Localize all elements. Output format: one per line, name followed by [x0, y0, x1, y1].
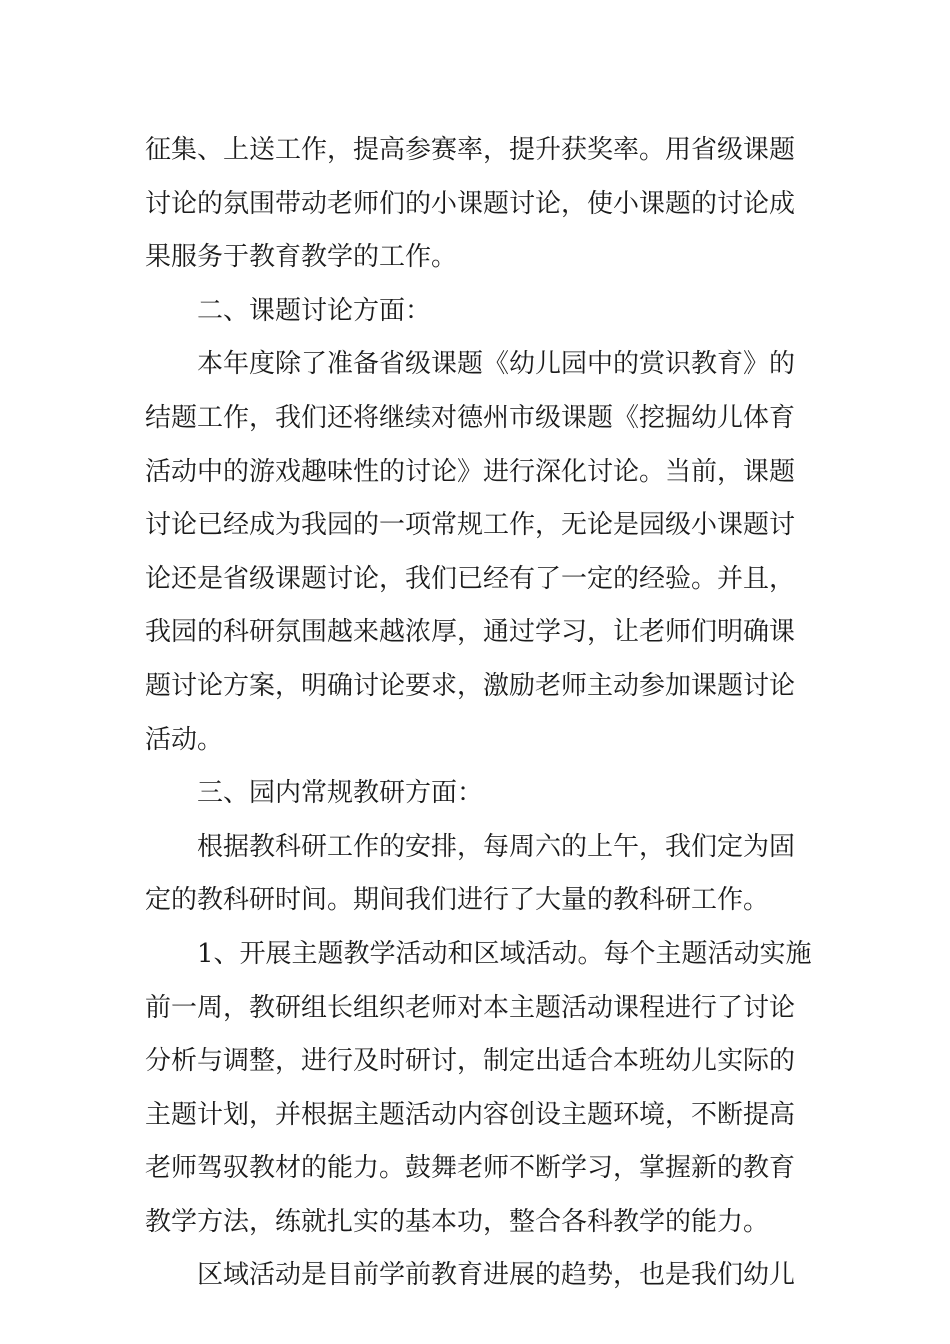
text-line: 1、开展主题教学活动和区域活动。每个主题活动实施	[197, 938, 812, 969]
text-line: 讨论的氛围带动老师们的小课题讨论，使小课题的讨论成	[145, 188, 796, 219]
text-line: 活动中的游戏趣味性的讨论》进行深化讨论。当前，课题	[145, 456, 796, 487]
text-line: 果服务于教育教学的工作。	[145, 242, 458, 273]
section-heading: 三、园内常规教研方面：	[197, 778, 484, 809]
text-line: 根据教科研工作的安排，每周六的上午，我们定为固	[197, 831, 796, 862]
text-line: 前一周，教研组长组织老师对本主题活动课程进行了讨论	[145, 992, 796, 1023]
text-line: 区域活动是目前学前教育进展的趋势，也是我们幼儿	[197, 1260, 796, 1291]
text-line: 讨论已经成为我园的一项常规工作，无论是园级小课题讨	[145, 510, 796, 541]
text-line: 教学方法，练就扎实的基本功，整合各科教学的能力。	[145, 1206, 770, 1237]
text-line: 分析与调整，进行及时研讨，制定出适合本班幼儿实际的	[145, 1046, 796, 1077]
text-line: 活动。	[145, 724, 224, 755]
text-line: 征集、上送工作，提高参赛率，提升获奖率。用省级课题	[145, 135, 796, 165]
text-line: 论还是省级课题讨论，我们已经有了一定的经验。并且，	[145, 563, 796, 594]
document-body	[145, 124, 815, 1303]
text-line: 本年度除了准备省级课题《幼儿园中的赏识教育》的	[197, 349, 796, 380]
text-line: 结题工作，我们还将继续对德州市级课题《挖掘幼儿体育	[145, 402, 796, 433]
text-line: 老师驾驭教材的能力。鼓舞老师不断学习，掌握新的教育	[145, 1153, 796, 1184]
text-line: 题讨论方案，明确讨论要求，激励老师主动参加课题讨论	[145, 670, 796, 701]
text-line: 我园的科研氛围越来越浓厚，通过学习，让老师们明确课	[145, 617, 796, 648]
section-heading: 二、课题讨论方面：	[197, 295, 432, 326]
text-line: 定的教科研时间。期间我们进行了大量的教科研工作。	[145, 885, 770, 916]
text-line: 主题计划，并根据主题活动内容创设主题环境，不断提高	[145, 1099, 796, 1130]
